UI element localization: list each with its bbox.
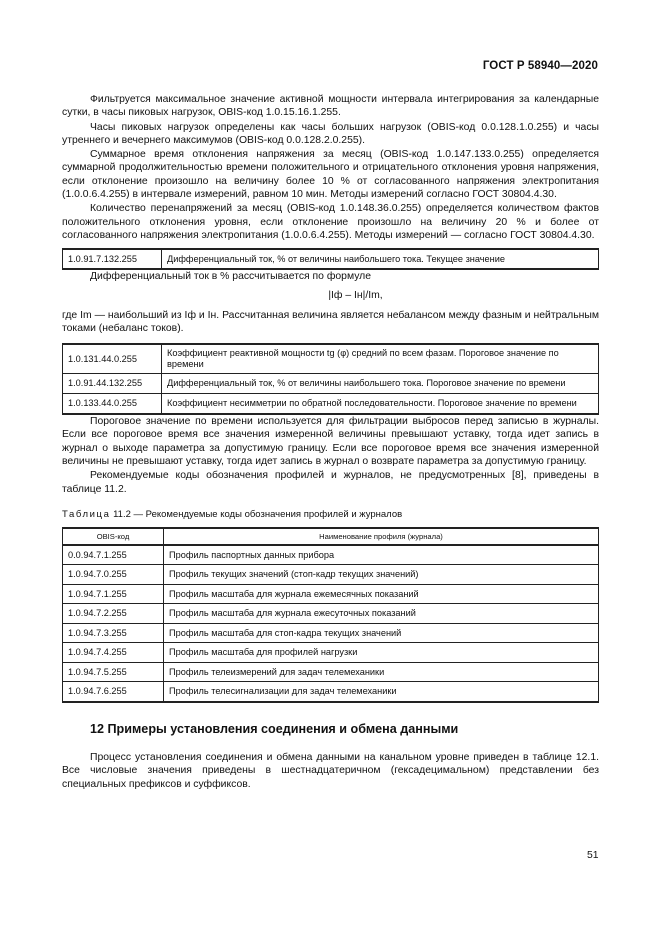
table-row (63, 374, 599, 394)
obis-code-cell: 1.0.133.44.0.255 (63, 394, 162, 415)
obis-code-cell: 1.0.94.7.2.255 (63, 604, 164, 624)
obis-code-cell: 1.0.91.7.132.255 (63, 249, 162, 269)
paragraph: Рекомендуемые коды обозначения профилей и журналов, не предусмотренных [8], приведены в таблице 11.2. (62, 470, 599, 495)
paragraph: Суммарное время отклонения напряжения за месяц (OBIS-код 1.0.147.133.0.255) определяется суммарной продолжительностью времени положительного и отрицательного отклонения уровня напряжения, если отклонение произошло на величину более 10 % от согласованного напряжения электропитания (1.0.0.6.4.255) в интервале измерений, равном 10 мин. Методы измерений согласно ГОСТ 30804.4.30. (62, 149, 599, 201)
formula: |Iф – Iн|/Im, (328, 289, 383, 301)
column-header-obis-code: OBIS-код (63, 528, 164, 545)
table-row (63, 623, 599, 643)
table-row (63, 662, 599, 682)
paragraph: Фильтруется максимальное значение активной мощности интервала интегрирования за календарные сутки, в часы пиковых нагрузок, OBIS-код 1.0.15.16.1.255. (62, 94, 599, 119)
profile-codes-table-body (63, 545, 599, 702)
profile-name-cell: Профиль масштаба для журнала ежесуточных показаний (164, 604, 599, 624)
profile-name-cell: Профиль масштаба для журнала ежемесячных показаний (164, 584, 599, 604)
profile-name-cell: Профиль текущих значений (стоп-кадр текущих значений) (164, 565, 599, 585)
description-cell: Дифференциальный ток, % от величины наибольшего тока. Пороговое значение по времени (162, 374, 599, 394)
profile-codes-table (62, 527, 599, 703)
paragraph: Процесс установления соединения и обмена данными на канальном уровне приведен в таблице 12.1. Все числовые значения приведены в шестнадцатеричном (гексадецимальном) представлении без специальных префиксов и суффиксов. (62, 751, 599, 790)
obis-code-cell: 1.0.131.44.0.255 (63, 344, 162, 374)
obis-table-threshold-values (62, 343, 599, 415)
obis-code-cell: 1.0.94.7.5.255 (63, 662, 164, 682)
profile-name-cell: Профиль телеизмерений для задач телемеханики (164, 662, 599, 682)
paragraph: Количество перенапряжений за месяц (OBIS-код 1.0.148.36.0.255) определяется количеством фактов положительного отклонения уровня, если отклонение произошло на величину 20 % и более от согласованного напряжения электропитания (1.0.0.6.4.255). Методы измерений — согласно ГОСТ 30804.4.30. (62, 203, 599, 241)
obis-code-cell: 1.0.94.7.0.255 (63, 565, 164, 585)
table-row (63, 643, 599, 663)
table-caption (62, 509, 599, 520)
obis-code-cell: 0.0.94.7.1.255 (63, 545, 164, 565)
profile-name-cell: Профиль телесигнализации для задач телемеханики (164, 682, 599, 702)
page-content (62, 93, 599, 791)
table-header-row (63, 528, 599, 545)
table-row (63, 249, 599, 269)
section-heading: 12 Примеры установления соединения и обмена данными (90, 721, 459, 736)
page-number: 51 (587, 850, 599, 861)
paragraph: Часы пиковых нагрузок определены как часы больших нагрузок (OBIS-код 0.0.128.1.0.255) и часы утреннего и вечернего максимумов (OBIS-код 0.0.128.2.0.255). (62, 121, 599, 146)
table-row (63, 545, 599, 565)
document-header: ГОСТ Р 58940—2020 (482, 60, 598, 72)
table-row (63, 584, 599, 604)
description-cell: Коэффициент несимметрии по обратной последовательности. Пороговое значение по времени (162, 394, 599, 415)
obis-code-cell: 1.0.94.7.3.255 (63, 623, 164, 643)
table-caption-word: Таблица (62, 508, 111, 520)
profile-name-cell: Профиль масштаба для профилей нагрузки (164, 643, 599, 663)
obis-code-cell: 1.0.94.7.4.255 (63, 643, 164, 663)
obis-code-cell: 1.0.94.7.6.255 (63, 682, 164, 702)
table-row (63, 344, 599, 374)
paragraph: Пороговое значение по времени используется для фильтрации выбросов перед записью в журналы. Если все пороговое время все значения измеренной величины превышают уставку, тогда идет запись в журнал о выходе параметра за допустимую границу. Если все пороговое время все значения измеренной величины не превышают уставку, тогда идет запись в журнал о возврате параметра за допустимую границу. (62, 416, 599, 468)
table-caption-text: 11.2 — Рекомендуемые коды обозначения профилей и журналов (110, 508, 403, 520)
column-header-profile-name: Наименование профиля (журнала) (164, 528, 599, 545)
formula-explanation: где Im — наибольший из Iф и Iн. Рассчитанная величина является небалансом между фазным и нейтральным токами (небаланс токов). (62, 309, 599, 334)
description-cell: Коэффициент реактивной мощности tg (φ) средний по всем фазам. Пороговое значение по времени (162, 344, 599, 374)
table-row (63, 682, 599, 702)
table-row (63, 565, 599, 585)
obis-table-differential-current (62, 248, 599, 270)
formula-intro: Дифференциальный ток в % рассчитывается по формуле (90, 271, 372, 283)
table-row (63, 604, 599, 624)
profile-name-cell: Профиль паспортных данных прибора (164, 545, 599, 565)
table-row (63, 394, 599, 415)
profile-name-cell: Профиль масштаба для стоп-кадра текущих значений (164, 623, 599, 643)
description-cell: Дифференциальный ток, % от величины наибольшего тока. Текущее значение (162, 249, 599, 269)
obis-code-cell: 1.0.91.44.132.255 (63, 374, 162, 394)
obis-code-cell: 1.0.94.7.1.255 (63, 584, 164, 604)
